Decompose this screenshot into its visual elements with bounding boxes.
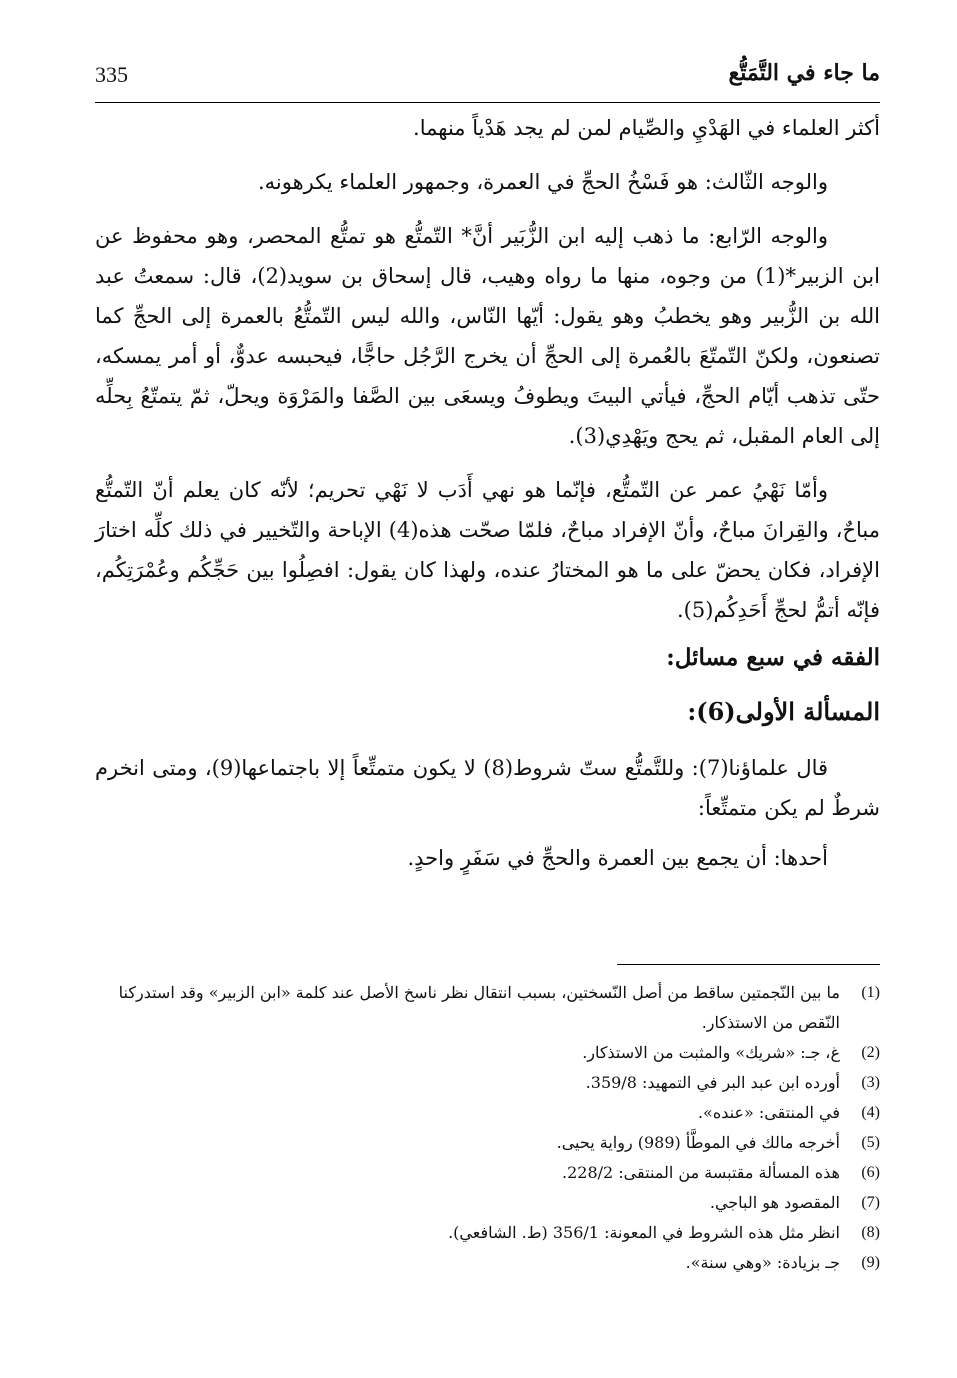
- footnote-number: (4): [861, 1104, 880, 1121]
- footnote-item: [95, 1248, 880, 1278]
- footnote-number: (2): [861, 1044, 880, 1061]
- footnote-text: غ، جـ: «شريك» والمثبت من الاستذكار.: [582, 1043, 840, 1062]
- paragraph-2: والوجه الثّالث: هو فَسْخُ الحجِّ في العمرة، وجمهور العلماء يكرهونه.: [257, 170, 828, 194]
- paragraph-6: أحدها: أن يجمع بين العمرة والحجِّ في سَفَرٍ واحدٍ.: [407, 846, 828, 870]
- footnote-number: (6): [861, 1164, 880, 1181]
- footnote-number: (5): [861, 1134, 880, 1151]
- paragraph-1: أكثر العلماء في الهَدْيِ والصِّيام لمن لم يجد هَدْياً منهما.: [413, 116, 880, 140]
- footnote-text: انظر مثل هذه الشروط في المعونة: 356/1 (ط. الشافعي).: [448, 1223, 840, 1242]
- footnote-number: (3): [861, 1074, 880, 1091]
- footnote-item: [95, 1068, 880, 1098]
- footnote-rule: [617, 964, 880, 965]
- paragraph-5: قال علماؤنا(7): وللتَّمتُّع ستّ شروط(8) لا يكون متمتِّعاً إلا باجتماعها(9)، ومتى انخرم شرطٌ لم يكن متمتِّعاً:: [95, 756, 880, 820]
- footnote-text: في المنتقى: «عنده».: [697, 1103, 840, 1122]
- footnote-text: جـ بزيادة: «وهي سنة».: [685, 1253, 840, 1272]
- footnote-text: المقصود هو الباجي.: [709, 1193, 840, 1212]
- paragraph-3: والوجه الرّابع: ما ذهب إليه ابن الزُّبَير أنَّ* التّمتُّع هو تمتُّع المحصر، وهو محفوظ عن ابن الزبير*(1) من وجوه، منها ما رواه وهيب، قال إسحاق بن سويد(2)، قال: سمعتُ عبد الله بن الزُّبير وهو يخطبُ وهو يقول: أيّها النّاس، والله ليس التّمتُّعُ بالعمرة إلى الحجِّ كما تصنعون، ولكنّ التّمتّعَ بالعُمرة إلى الحجِّ أن يخرج الرَّجُل حاجًّا، فيحبسه عدوٌّ، أو أمر يمسكه، حتّى تذهب أيّام الحجِّ، فيأتي البيتَ ويطوفُ ويسعَى بين الصَّفا والمَرْوَة ويحلّ، ثمّ يتمتّعُ بِحلِّه إلى العام المقبل، ثم يحج ويَهْدِي(3).: [95, 224, 880, 448]
- footnote-item: [95, 1218, 880, 1248]
- section-heading: الفقه في سبع مسائل:: [666, 644, 880, 671]
- paragraph-4: وأمّا نَهْيُ عمر عن التّمتُّع، فإنّما هو نهي أَدَب لا نَهْي تحريم؛ لأنّه كان يعلم أنّ التّمتُّع مباحٌ، والقِرانَ مباحٌ، وأنّ الإفراد مباحٌ، فلمّا صحّت هذه(4) الإباحة والتّخيير في ذلك كلِّه اختارَ الإفراد، فكان يحضّ على ما هو المختارُ عنده، ولهذا كان يقول: افصِلُوا بين حَجِّكُم وعُمْرَتِكُم، فإنّه أتمُّ لحجِّ أَحَدِكُم(5).: [95, 478, 880, 622]
- footnote-item: [95, 1158, 880, 1188]
- footnote-text: هذه المسألة مقتبسة من المنتقى: 228/2.: [562, 1163, 840, 1182]
- footnote-number: (1): [861, 984, 880, 1001]
- footnote-item: [95, 978, 880, 1038]
- running-title: ما جاء في التَّمَتُّع: [728, 60, 880, 86]
- footnote-text: أورده ابن عبد البر في التمهيد: 359/8.: [585, 1073, 840, 1092]
- footnote-item: [95, 1038, 880, 1068]
- footnotes: [95, 978, 880, 1278]
- footnote-number: (8): [861, 1224, 880, 1241]
- footnote-item: [95, 1098, 880, 1128]
- issue-heading: المسألة الأولى(6):: [687, 697, 880, 726]
- footnote-text: أخرجه مالك في الموطَّأ (989) رواية يحيى.: [556, 1133, 840, 1152]
- header-rule: [95, 102, 880, 103]
- page-header: [95, 58, 880, 100]
- footnote-item: [95, 1188, 880, 1218]
- main-text: [95, 108, 880, 878]
- footnote-item: [95, 1128, 880, 1158]
- footnote-number: (9): [861, 1254, 880, 1271]
- footnote-number: (7): [861, 1194, 880, 1211]
- page-number: 335: [95, 62, 128, 87]
- footnote-text: ما بين النّجمتين ساقط من أصل النّسختين، بسبب انتقال نظر ناسخ الأصل عند كلمة «ابن الزبير» وقد استدركنا النّقص من الاستذكار.: [118, 983, 840, 1032]
